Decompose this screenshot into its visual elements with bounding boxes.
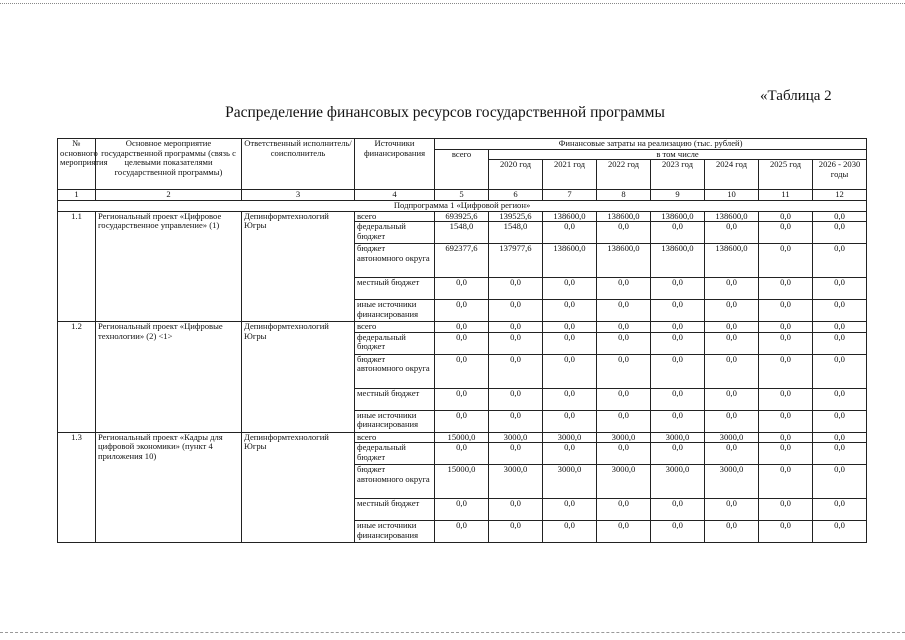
col-header-total: всего xyxy=(435,149,489,190)
amount-year: 0,0 xyxy=(813,443,867,465)
amount-total: 0,0 xyxy=(435,354,489,388)
column-index: 12 xyxy=(813,190,867,201)
amount-year: 0,0 xyxy=(651,521,705,543)
amount-year: 0,0 xyxy=(597,388,651,410)
amount-year: 0,0 xyxy=(705,388,759,410)
amount-year: 138600,0 xyxy=(705,244,759,278)
funding-source: федеральный бюджет xyxy=(355,332,435,354)
amount-year: 0,0 xyxy=(651,354,705,388)
amount-year: 0,0 xyxy=(813,222,867,244)
amount-year: 0,0 xyxy=(543,443,597,465)
activity-responsible: Депинформтехнологий Югры xyxy=(242,432,355,543)
funding-row xyxy=(58,322,867,333)
amount-year: 0,0 xyxy=(543,322,597,333)
amount-year: 0,0 xyxy=(651,332,705,354)
amount-year: 138600,0 xyxy=(597,244,651,278)
amount-total: 0,0 xyxy=(435,499,489,521)
column-index: 11 xyxy=(759,190,813,201)
amount-year: 0,0 xyxy=(813,521,867,543)
amount-year: 0,0 xyxy=(489,332,543,354)
amount-year: 3000,0 xyxy=(543,432,597,443)
amount-year: 137977,6 xyxy=(489,244,543,278)
amount-year: 0,0 xyxy=(543,222,597,244)
activity-number: 1.1 xyxy=(58,211,96,322)
funding-source: иные источники финансирования xyxy=(355,521,435,543)
amount-year: 0,0 xyxy=(651,278,705,300)
funding-source: бюджет автономного округа xyxy=(355,465,435,499)
amount-year: 0,0 xyxy=(705,322,759,333)
amount-year: 0,0 xyxy=(759,443,813,465)
col-header-activity: Основное мероприятие государственной программы (связь с целевыми показателями государственной программы) xyxy=(96,139,242,190)
activity-responsible: Депинформтехнологий Югры xyxy=(242,322,355,433)
amount-year: 0,0 xyxy=(705,354,759,388)
col-header-year: 2021 год xyxy=(543,160,597,190)
amount-year: 0,0 xyxy=(705,443,759,465)
funding-source: местный бюджет xyxy=(355,388,435,410)
amount-year: 0,0 xyxy=(651,388,705,410)
amount-year: 138600,0 xyxy=(651,244,705,278)
activity-name: Региональный проект «Цифровое государственное управление» (1) xyxy=(96,211,242,322)
amount-total: 0,0 xyxy=(435,332,489,354)
amount-year: 0,0 xyxy=(597,521,651,543)
amount-year: 0,0 xyxy=(489,443,543,465)
amount-year: 3000,0 xyxy=(543,465,597,499)
funding-source: местный бюджет xyxy=(355,499,435,521)
amount-year: 0,0 xyxy=(813,354,867,388)
column-index: 10 xyxy=(705,190,759,201)
amount-year: 138600,0 xyxy=(705,211,759,222)
amount-year: 0,0 xyxy=(759,222,813,244)
activity-number: 1.2 xyxy=(58,322,96,433)
funding-source: всего xyxy=(355,322,435,333)
amount-year: 0,0 xyxy=(813,244,867,278)
amount-year: 0,0 xyxy=(651,322,705,333)
activity-name: Региональный проект «Цифровые технологии» (2) <1> xyxy=(96,322,242,433)
amount-year: 138600,0 xyxy=(543,211,597,222)
col-header-year: 2025 год xyxy=(759,160,813,190)
amount-year: 0,0 xyxy=(759,521,813,543)
amount-year: 0,0 xyxy=(597,278,651,300)
amount-year: 0,0 xyxy=(813,499,867,521)
amount-total: 0,0 xyxy=(435,278,489,300)
table-header xyxy=(58,139,867,190)
amount-year: 0,0 xyxy=(813,388,867,410)
amount-year: 0,0 xyxy=(597,222,651,244)
amount-year: 0,0 xyxy=(489,354,543,388)
amount-year: 0,0 xyxy=(813,278,867,300)
amount-year: 0,0 xyxy=(813,322,867,333)
amount-year: 0,0 xyxy=(489,322,543,333)
col-header-sources: Источники финансирования xyxy=(355,139,435,190)
amount-year: 3000,0 xyxy=(597,432,651,443)
subprogram-title: Подпрограмма 1 «Цифровой регион» xyxy=(58,200,867,211)
scan-bottom-edge xyxy=(0,632,905,633)
column-index: 9 xyxy=(651,190,705,201)
amount-year: 0,0 xyxy=(651,300,705,322)
amount-year: 0,0 xyxy=(813,410,867,432)
amount-total: 15000,0 xyxy=(435,432,489,443)
amount-year: 138600,0 xyxy=(597,211,651,222)
amount-year: 0,0 xyxy=(759,432,813,443)
column-index-row xyxy=(58,190,867,201)
amount-year: 138600,0 xyxy=(651,211,705,222)
amount-year: 0,0 xyxy=(759,244,813,278)
funding-source: бюджет автономного округа xyxy=(355,244,435,278)
funding-row xyxy=(58,211,867,222)
amount-total: 693925,6 xyxy=(435,211,489,222)
column-index: 1 xyxy=(58,190,96,201)
amount-year: 0,0 xyxy=(597,354,651,388)
amount-year: 3000,0 xyxy=(489,432,543,443)
subprogram-row xyxy=(58,200,867,211)
amount-year: 0,0 xyxy=(543,354,597,388)
financial-resources-table xyxy=(57,138,867,543)
amount-year: 0,0 xyxy=(597,499,651,521)
activity-number: 1.3 xyxy=(58,432,96,543)
amount-year: 1548,0 xyxy=(489,222,543,244)
amount-year: 0,0 xyxy=(651,499,705,521)
col-header-year: 2022 год xyxy=(597,160,651,190)
col-header-year: 2023 год xyxy=(651,160,705,190)
amount-year: 0,0 xyxy=(543,521,597,543)
amount-year: 3000,0 xyxy=(597,465,651,499)
activity-responsible: Депинформтехнологий Югры xyxy=(242,211,355,322)
amount-year: 0,0 xyxy=(543,410,597,432)
amount-year: 3000,0 xyxy=(705,465,759,499)
column-index: 3 xyxy=(242,190,355,201)
col-header-year: 2020 год xyxy=(489,160,543,190)
amount-year: 0,0 xyxy=(543,278,597,300)
amount-year: 0,0 xyxy=(489,499,543,521)
column-index: 5 xyxy=(435,190,489,201)
amount-year: 0,0 xyxy=(543,388,597,410)
amount-year: 0,0 xyxy=(759,354,813,388)
column-index: 6 xyxy=(489,190,543,201)
amount-year: 0,0 xyxy=(705,222,759,244)
amount-year: 0,0 xyxy=(651,410,705,432)
amount-year: 0,0 xyxy=(597,332,651,354)
amount-total: 1548,0 xyxy=(435,222,489,244)
amount-year: 0,0 xyxy=(705,300,759,322)
col-header-financial: Финансовые затраты на реализацию (тыс. рублей) xyxy=(435,139,867,150)
amount-total: 0,0 xyxy=(435,300,489,322)
funding-source: местный бюджет xyxy=(355,278,435,300)
amount-year: 0,0 xyxy=(705,332,759,354)
amount-year: 0,0 xyxy=(489,278,543,300)
amount-year: 0,0 xyxy=(543,332,597,354)
amount-year: 0,0 xyxy=(489,521,543,543)
amount-year: 0,0 xyxy=(489,388,543,410)
col-header-including: в том числе xyxy=(489,149,867,160)
col-header-responsible: Ответственный исполнитель/соисполнитель xyxy=(242,139,355,190)
amount-year: 0,0 xyxy=(543,499,597,521)
amount-year: 0,0 xyxy=(705,499,759,521)
table-number-label: «Таблица 2 xyxy=(760,88,832,104)
funding-source: всего xyxy=(355,432,435,443)
amount-total: 0,0 xyxy=(435,521,489,543)
amount-year: 0,0 xyxy=(759,211,813,222)
amount-year: 0,0 xyxy=(651,443,705,465)
amount-year: 0,0 xyxy=(759,410,813,432)
amount-year: 0,0 xyxy=(759,322,813,333)
column-index: 8 xyxy=(597,190,651,201)
amount-year: 0,0 xyxy=(543,300,597,322)
amount-year: 0,0 xyxy=(759,278,813,300)
amount-year: 3000,0 xyxy=(651,465,705,499)
funding-source: федеральный бюджет xyxy=(355,222,435,244)
funding-source: бюджет автономного округа xyxy=(355,354,435,388)
amount-year: 139525,6 xyxy=(489,211,543,222)
amount-year: 0,0 xyxy=(705,278,759,300)
amount-year: 138600,0 xyxy=(543,244,597,278)
document-title: Распределение финансовых ресурсов государственной программы xyxy=(225,104,665,121)
amount-year: 0,0 xyxy=(489,300,543,322)
amount-year: 0,0 xyxy=(651,222,705,244)
amount-year: 0,0 xyxy=(813,465,867,499)
amount-year: 0,0 xyxy=(813,300,867,322)
funding-source: иные источники финансирования xyxy=(355,410,435,432)
amount-total: 0,0 xyxy=(435,322,489,333)
amount-year: 0,0 xyxy=(705,410,759,432)
amount-year: 0,0 xyxy=(597,322,651,333)
amount-year: 0,0 xyxy=(813,211,867,222)
funding-source: федеральный бюджет xyxy=(355,443,435,465)
amount-year: 0,0 xyxy=(489,410,543,432)
amount-total: 0,0 xyxy=(435,388,489,410)
amount-year: 0,0 xyxy=(705,521,759,543)
col-header-num: № основного мероприятия xyxy=(58,139,96,190)
column-index: 4 xyxy=(355,190,435,201)
amount-year: 0,0 xyxy=(759,499,813,521)
amount-year: 0,0 xyxy=(759,332,813,354)
amount-year: 0,0 xyxy=(759,465,813,499)
amount-total: 0,0 xyxy=(435,443,489,465)
amount-year: 3000,0 xyxy=(705,432,759,443)
amount-year: 0,0 xyxy=(597,300,651,322)
table-body xyxy=(58,190,867,543)
column-index: 2 xyxy=(96,190,242,201)
funding-source: иные источники финансирования xyxy=(355,300,435,322)
amount-total: 692377,6 xyxy=(435,244,489,278)
amount-year: 0,0 xyxy=(813,332,867,354)
amount-year: 0,0 xyxy=(759,300,813,322)
amount-year: 3000,0 xyxy=(651,432,705,443)
funding-row xyxy=(58,432,867,443)
scan-top-edge xyxy=(0,3,905,4)
amount-year: 0,0 xyxy=(759,388,813,410)
amount-total: 0,0 xyxy=(435,410,489,432)
amount-year: 0,0 xyxy=(813,432,867,443)
amount-year: 0,0 xyxy=(597,410,651,432)
column-index: 7 xyxy=(543,190,597,201)
activity-name: Региональный проект «Кадры для цифровой экономики» (пункт 4 приложения 10) xyxy=(96,432,242,543)
amount-total: 15000,0 xyxy=(435,465,489,499)
amount-year: 0,0 xyxy=(597,443,651,465)
funding-source: всего xyxy=(355,211,435,222)
col-header-year: 2026 - 2030 годы xyxy=(813,160,867,190)
amount-year: 3000,0 xyxy=(489,465,543,499)
col-header-year: 2024 год xyxy=(705,160,759,190)
